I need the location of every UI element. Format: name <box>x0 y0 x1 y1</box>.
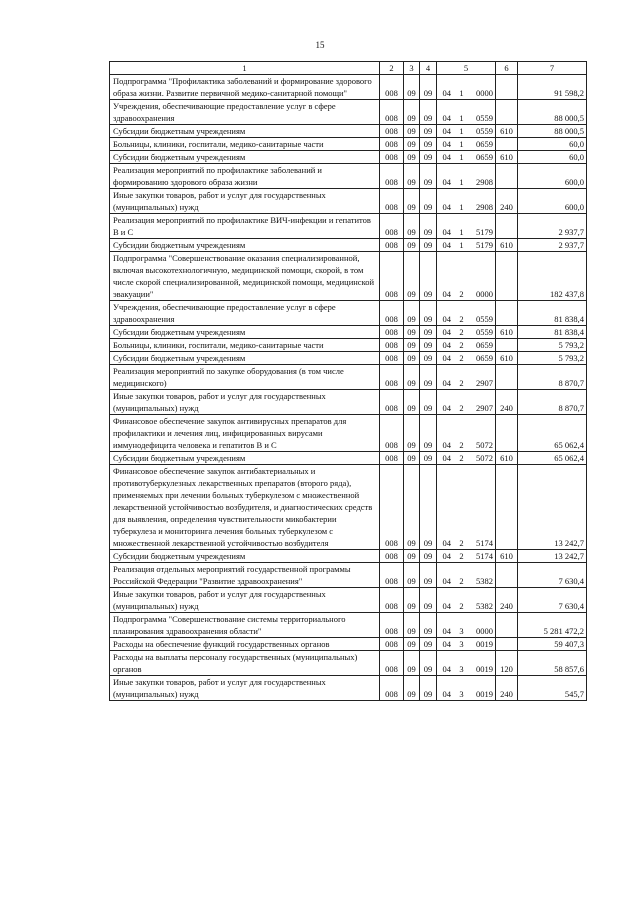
item-name: Финансовое обеспечение закупок антибактериальных и противотуберкулезных лекарственных препаратов (второго ряда), применяемых при лечении больных туберкулезом с множественной лекарственной устойчивостью возбудителя, и диагностических средств для выявления, определения чувствительности микобактерии туберкулеза и мониторинга лечения больных туберкулезом с множественной лекарственной устойчивостью возбудителя <box>110 465 380 550</box>
table-row <box>110 100 587 125</box>
subsection-code: 09 <box>420 638 437 651</box>
admin-code: 008 <box>380 465 404 550</box>
section-code: 09 <box>404 75 420 100</box>
expense-type-code <box>496 638 518 651</box>
target-article-code: 0659 <box>467 151 496 164</box>
amount: 60,0 <box>518 151 587 164</box>
amount: 59 407,3 <box>518 638 587 651</box>
expense-type-code <box>496 301 518 326</box>
subsection-code: 09 <box>420 613 437 638</box>
table-row <box>110 365 587 390</box>
target-article-program: 04 <box>437 239 457 252</box>
expense-type-code: 610 <box>496 452 518 465</box>
item-name: Субсидии бюджетным учреждениям <box>110 550 380 563</box>
target-article-code: 0019 <box>467 638 496 651</box>
item-name: Субсидии бюджетным учреждениям <box>110 352 380 365</box>
item-name: Субсидии бюджетным учреждениям <box>110 326 380 339</box>
section-code: 09 <box>404 465 420 550</box>
section-code: 09 <box>404 352 420 365</box>
expense-type-code <box>496 75 518 100</box>
section-code: 09 <box>404 365 420 390</box>
header-cell: 4 <box>420 62 437 75</box>
subsection-code: 09 <box>420 100 437 125</box>
amount: 13 242,7 <box>518 465 587 550</box>
table-row <box>110 550 587 563</box>
admin-code: 008 <box>380 563 404 588</box>
section-code: 09 <box>404 151 420 164</box>
target-article-subprogram: 2 <box>457 365 467 390</box>
admin-code: 008 <box>380 452 404 465</box>
target-article-subprogram: 3 <box>457 638 467 651</box>
target-article-program: 04 <box>437 465 457 550</box>
admin-code: 008 <box>380 164 404 189</box>
table-row <box>110 339 587 352</box>
expense-type-code: 610 <box>496 125 518 138</box>
expense-type-code <box>496 563 518 588</box>
target-article-subprogram: 2 <box>457 339 467 352</box>
header-row <box>110 62 587 75</box>
header-cell: 2 <box>380 62 404 75</box>
expense-type-code <box>496 415 518 452</box>
target-article-subprogram: 2 <box>457 588 467 613</box>
target-article-subprogram: 2 <box>457 465 467 550</box>
expense-type-code <box>496 214 518 239</box>
header-cell: 5 <box>437 62 496 75</box>
admin-code: 008 <box>380 651 404 676</box>
target-article-program: 04 <box>437 164 457 189</box>
subsection-code: 09 <box>420 415 437 452</box>
admin-code: 008 <box>380 138 404 151</box>
target-article-program: 04 <box>437 588 457 613</box>
item-name: Реализация мероприятий по закупке оборудования (в том числе медицинского) <box>110 365 380 390</box>
target-article-program: 04 <box>437 326 457 339</box>
expense-type-code: 240 <box>496 189 518 214</box>
admin-code: 008 <box>380 588 404 613</box>
table-row <box>110 164 587 189</box>
table-row <box>110 252 587 301</box>
item-name: Иные закупки товаров, работ и услуг для государственных (муниципальных) нужд <box>110 588 380 613</box>
section-code: 09 <box>404 189 420 214</box>
target-article-program: 04 <box>437 75 457 100</box>
section-code: 09 <box>404 452 420 465</box>
section-code: 09 <box>404 588 420 613</box>
target-article-subprogram: 2 <box>457 550 467 563</box>
admin-code: 008 <box>380 252 404 301</box>
section-code: 09 <box>404 164 420 189</box>
amount: 545,7 <box>518 676 587 701</box>
page-number: 15 <box>315 40 325 50</box>
subsection-code: 09 <box>420 390 437 415</box>
item-name: Учреждения, обеспечивающие предоставление услуг в сфере здравоохранения <box>110 100 380 125</box>
item-name: Финансовое обеспечение закупок антивирусных препаратов для профилактики и лечения лиц, инфицированных вирусами иммунодефицита человека и гепатитов В и С <box>110 415 380 452</box>
table-row <box>110 563 587 588</box>
target-article-subprogram: 2 <box>457 452 467 465</box>
admin-code: 008 <box>380 613 404 638</box>
section-code: 09 <box>404 415 420 452</box>
target-article-program: 04 <box>437 339 457 352</box>
target-article-code: 5179 <box>467 239 496 252</box>
subsection-code: 09 <box>420 676 437 701</box>
target-article-subprogram: 1 <box>457 138 467 151</box>
table-row <box>110 588 587 613</box>
admin-code: 008 <box>380 415 404 452</box>
item-name: Субсидии бюджетным учреждениям <box>110 452 380 465</box>
target-article-code: 0559 <box>467 125 496 138</box>
item-name: Субсидии бюджетным учреждениям <box>110 239 380 252</box>
table-row <box>110 452 587 465</box>
item-name: Расходы на обеспечение функций государственных органов <box>110 638 380 651</box>
amount: 81 838,4 <box>518 301 587 326</box>
target-article-subprogram: 1 <box>457 125 467 138</box>
section-code: 09 <box>404 326 420 339</box>
subsection-code: 09 <box>420 151 437 164</box>
target-article-code: 0659 <box>467 352 496 365</box>
subsection-code: 09 <box>420 75 437 100</box>
table-row <box>110 415 587 452</box>
admin-code: 008 <box>380 676 404 701</box>
item-name: Реализация мероприятий по профилактике заболеваний и формированию здорового образа жизни <box>110 164 380 189</box>
table-row <box>110 301 587 326</box>
table-row <box>110 352 587 365</box>
admin-code: 008 <box>380 339 404 352</box>
item-name: Больницы, клиники, госпитали, медико-санитарные части <box>110 339 380 352</box>
expense-type-code: 120 <box>496 651 518 676</box>
section-code: 09 <box>404 638 420 651</box>
expense-type-code <box>496 613 518 638</box>
item-name: Субсидии бюджетным учреждениям <box>110 151 380 164</box>
target-article-subprogram: 1 <box>457 75 467 100</box>
target-article-code: 0559 <box>467 301 496 326</box>
table-row <box>110 390 587 415</box>
admin-code: 008 <box>380 326 404 339</box>
target-article-subprogram: 2 <box>457 252 467 301</box>
target-article-code: 0659 <box>467 138 496 151</box>
target-article-program: 04 <box>437 550 457 563</box>
subsection-code: 09 <box>420 252 437 301</box>
amount: 8 870,7 <box>518 365 587 390</box>
subsection-code: 09 <box>420 301 437 326</box>
target-article-code: 0019 <box>467 651 496 676</box>
amount: 7 630,4 <box>518 563 587 588</box>
item-name: Реализация отдельных мероприятий государственной программы Российской Федерации "Развитие здравоохранения" <box>110 563 380 588</box>
table-row <box>110 214 587 239</box>
header-cell: 7 <box>518 62 587 75</box>
expense-type-code <box>496 138 518 151</box>
item-name: Подпрограмма "Совершенствование системы территориального планирования здравоохранения области" <box>110 613 380 638</box>
subsection-code: 09 <box>420 588 437 613</box>
target-article-code: 5382 <box>467 588 496 613</box>
section-code: 09 <box>404 651 420 676</box>
item-name: Подпрограмма "Совершенствование оказания специализированной, включая высокотехнологичную, медицинской помощи, скорой, в том числе скорой специализированной, медицинской помощи, медицинской эвакуации" <box>110 252 380 301</box>
expense-type-code <box>496 465 518 550</box>
header-cell: 1 <box>110 62 380 75</box>
amount: 182 437,8 <box>518 252 587 301</box>
target-article-subprogram: 2 <box>457 390 467 415</box>
amount: 58 857,6 <box>518 651 587 676</box>
expense-type-code <box>496 339 518 352</box>
header-cell: 3 <box>404 62 420 75</box>
target-article-program: 04 <box>437 252 457 301</box>
target-article-subprogram: 3 <box>457 676 467 701</box>
target-article-program: 04 <box>437 452 457 465</box>
table-row <box>110 326 587 339</box>
target-article-program: 04 <box>437 189 457 214</box>
expense-type-code: 240 <box>496 588 518 613</box>
amount: 88 000,5 <box>518 100 587 125</box>
subsection-code: 09 <box>420 164 437 189</box>
admin-code: 008 <box>380 390 404 415</box>
target-article-subprogram: 1 <box>457 189 467 214</box>
amount: 2 937,7 <box>518 239 587 252</box>
section-code: 09 <box>404 676 420 701</box>
target-article-code: 5382 <box>467 563 496 588</box>
header-cell: 6 <box>496 62 518 75</box>
target-article-program: 04 <box>437 390 457 415</box>
target-article-code: 5072 <box>467 452 496 465</box>
amount: 60,0 <box>518 138 587 151</box>
table-row <box>110 638 587 651</box>
target-article-program: 04 <box>437 100 457 125</box>
subsection-code: 09 <box>420 326 437 339</box>
target-article-code: 0000 <box>467 75 496 100</box>
section-code: 09 <box>404 138 420 151</box>
table-row <box>110 676 587 701</box>
target-article-subprogram: 1 <box>457 214 467 239</box>
amount: 8 870,7 <box>518 390 587 415</box>
subsection-code: 09 <box>420 189 437 214</box>
section-code: 09 <box>404 550 420 563</box>
section-code: 09 <box>404 252 420 301</box>
admin-code: 008 <box>380 638 404 651</box>
expense-type-code: 610 <box>496 550 518 563</box>
target-article-subprogram: 2 <box>457 415 467 452</box>
subsection-code: 09 <box>420 563 437 588</box>
subsection-code: 09 <box>420 125 437 138</box>
item-name: Расходы на выплаты персоналу государственных (муниципальных) органов <box>110 651 380 676</box>
expense-type-code: 240 <box>496 390 518 415</box>
amount: 65 062,4 <box>518 415 587 452</box>
target-article-program: 04 <box>437 638 457 651</box>
subsection-code: 09 <box>420 214 437 239</box>
subsection-code: 09 <box>420 138 437 151</box>
target-article-program: 04 <box>437 613 457 638</box>
table-row <box>110 465 587 550</box>
admin-code: 008 <box>380 100 404 125</box>
section-code: 09 <box>404 214 420 239</box>
target-article-subprogram: 2 <box>457 352 467 365</box>
admin-code: 008 <box>380 352 404 365</box>
section-code: 09 <box>404 563 420 588</box>
target-article-code: 2908 <box>467 164 496 189</box>
item-name: Иные закупки товаров, работ и услуг для государственных (муниципальных) нужд <box>110 390 380 415</box>
target-article-subprogram: 2 <box>457 326 467 339</box>
target-article-subprogram: 1 <box>457 164 467 189</box>
amount: 5 281 472,2 <box>518 613 587 638</box>
item-name: Больницы, клиники, госпитали, медико-санитарные части <box>110 138 380 151</box>
target-article-subprogram: 2 <box>457 301 467 326</box>
target-article-code: 5179 <box>467 214 496 239</box>
item-name: Подпрограмма "Профилактика заболеваний и формирование здорового образа жизни. Развитие первичной медико-санитарной помощи" <box>110 75 380 100</box>
target-article-subprogram: 3 <box>457 613 467 638</box>
item-name: Реализация мероприятий по профилактике ВИЧ-инфекции и гепатитов В и С <box>110 214 380 239</box>
target-article-code: 5174 <box>467 465 496 550</box>
item-name: Иные закупки товаров, работ и услуг для государственных (муниципальных) нужд <box>110 189 380 214</box>
expense-type-code: 610 <box>496 151 518 164</box>
target-article-code: 5174 <box>467 550 496 563</box>
amount: 600,0 <box>518 164 587 189</box>
admin-code: 008 <box>380 125 404 138</box>
admin-code: 008 <box>380 365 404 390</box>
admin-code: 008 <box>380 151 404 164</box>
amount: 5 793,2 <box>518 339 587 352</box>
target-article-code: 0559 <box>467 326 496 339</box>
target-article-program: 04 <box>437 676 457 701</box>
section-code: 09 <box>404 125 420 138</box>
admin-code: 008 <box>380 189 404 214</box>
amount: 88 000,5 <box>518 125 587 138</box>
target-article-code: 2907 <box>467 390 496 415</box>
subsection-code: 09 <box>420 239 437 252</box>
target-article-program: 04 <box>437 365 457 390</box>
admin-code: 008 <box>380 239 404 252</box>
target-article-program: 04 <box>437 214 457 239</box>
target-article-code: 0000 <box>467 613 496 638</box>
target-article-subprogram: 2 <box>457 563 467 588</box>
budget-table <box>109 61 587 701</box>
target-article-code: 0559 <box>467 100 496 125</box>
target-article-program: 04 <box>437 415 457 452</box>
item-name: Учреждения, обеспечивающие предоставление услуг в сфере здравоохранения <box>110 301 380 326</box>
amount: 600,0 <box>518 189 587 214</box>
admin-code: 008 <box>380 214 404 239</box>
subsection-code: 09 <box>420 352 437 365</box>
target-article-program: 04 <box>437 151 457 164</box>
table-row <box>110 138 587 151</box>
expense-type-code <box>496 164 518 189</box>
amount: 7 630,4 <box>518 588 587 613</box>
target-article-subprogram: 1 <box>457 100 467 125</box>
table-row <box>110 151 587 164</box>
subsection-code: 09 <box>420 365 437 390</box>
target-article-code: 2907 <box>467 365 496 390</box>
target-article-code: 0000 <box>467 252 496 301</box>
expense-type-code <box>496 100 518 125</box>
target-article-code: 2908 <box>467 189 496 214</box>
item-name: Субсидии бюджетным учреждениям <box>110 125 380 138</box>
section-code: 09 <box>404 390 420 415</box>
target-article-program: 04 <box>437 125 457 138</box>
target-article-program: 04 <box>437 352 457 365</box>
item-name: Иные закупки товаров, работ и услуг для государственных (муниципальных) нужд <box>110 676 380 701</box>
table-row <box>110 189 587 214</box>
expense-type-code <box>496 252 518 301</box>
subsection-code: 09 <box>420 550 437 563</box>
admin-code: 008 <box>380 550 404 563</box>
amount: 2 937,7 <box>518 214 587 239</box>
target-article-code: 0019 <box>467 676 496 701</box>
section-code: 09 <box>404 239 420 252</box>
admin-code: 008 <box>380 75 404 100</box>
target-article-program: 04 <box>437 138 457 151</box>
expense-type-code: 240 <box>496 676 518 701</box>
admin-code: 008 <box>380 301 404 326</box>
section-code: 09 <box>404 613 420 638</box>
section-code: 09 <box>404 339 420 352</box>
table-row <box>110 239 587 252</box>
table-row <box>110 125 587 138</box>
subsection-code: 09 <box>420 465 437 550</box>
target-article-program: 04 <box>437 301 457 326</box>
target-article-code: 5072 <box>467 415 496 452</box>
section-code: 09 <box>404 100 420 125</box>
amount: 13 242,7 <box>518 550 587 563</box>
amount: 65 062,4 <box>518 452 587 465</box>
target-article-program: 04 <box>437 563 457 588</box>
amount: 5 793,2 <box>518 352 587 365</box>
target-article-program: 04 <box>437 651 457 676</box>
expense-type-code <box>496 365 518 390</box>
target-article-code: 0659 <box>467 339 496 352</box>
expense-type-code: 610 <box>496 326 518 339</box>
subsection-code: 09 <box>420 651 437 676</box>
expense-type-code: 610 <box>496 352 518 365</box>
amount: 81 838,4 <box>518 326 587 339</box>
subsection-code: 09 <box>420 339 437 352</box>
target-article-subprogram: 1 <box>457 239 467 252</box>
table-row <box>110 75 587 100</box>
subsection-code: 09 <box>420 452 437 465</box>
table-row <box>110 613 587 638</box>
amount: 91 598,2 <box>518 75 587 100</box>
section-code: 09 <box>404 301 420 326</box>
target-article-subprogram: 3 <box>457 651 467 676</box>
target-article-subprogram: 1 <box>457 151 467 164</box>
expense-type-code: 610 <box>496 239 518 252</box>
table-row <box>110 651 587 676</box>
